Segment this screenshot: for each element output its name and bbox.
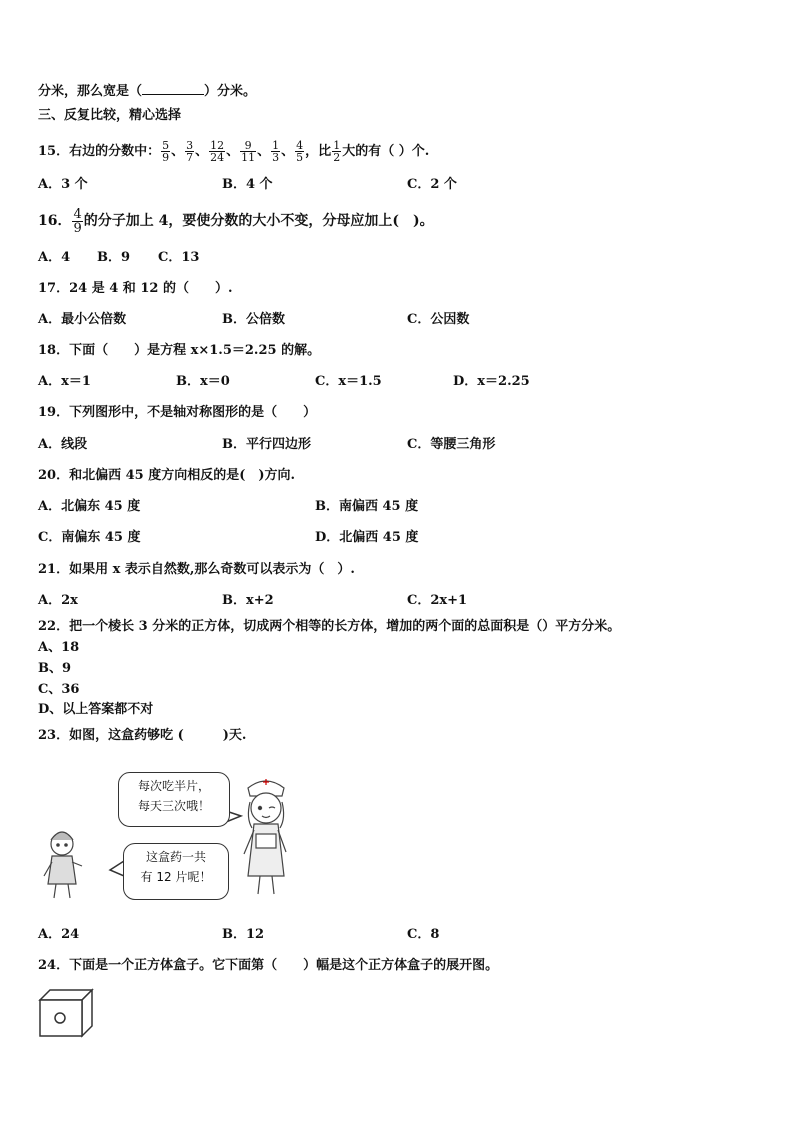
q22-option-b[interactable]: B、9 bbox=[38, 661, 72, 676]
q20-option-d[interactable]: D．北偏西 45 度 bbox=[315, 530, 419, 545]
q17-option-a[interactable]: A．最小公倍数 bbox=[38, 312, 127, 327]
speech-bubble-nurse: 每次吃半片， 每天三次哦！ bbox=[118, 772, 230, 827]
separator: 、 bbox=[171, 144, 185, 159]
separator: 、 bbox=[195, 144, 209, 159]
q20-option-c[interactable]: C．南偏东 45 度 bbox=[38, 530, 141, 545]
q22-option-c[interactable]: C、36 bbox=[38, 682, 80, 697]
question-18: 18．下面（ ）是方程 x×1.5＝2.25 的解。 bbox=[38, 343, 321, 358]
q23-option-a[interactable]: A．24 bbox=[38, 927, 80, 942]
fraction-5-9: $\frac{5}{9}$ bbox=[162, 139, 170, 164]
question-23: 23．如图，这盒药够吃 ( )天. bbox=[38, 728, 247, 743]
q14-tail: 分米，那么宽是（ ）分米。 bbox=[38, 84, 257, 99]
separator: 、 bbox=[281, 144, 295, 159]
separator: 、 bbox=[257, 144, 271, 159]
question-19: 19．下列图形中，不是轴对称图形的是（ ） bbox=[38, 405, 317, 420]
girl-figure-icon bbox=[44, 832, 82, 898]
q18-option-a[interactable]: A．x＝1 bbox=[38, 374, 91, 389]
q17-option-b[interactable]: B．公倍数 bbox=[222, 312, 285, 327]
q20-option-b[interactable]: B．南偏西 45 度 bbox=[315, 499, 419, 514]
cube-box-icon bbox=[38, 988, 94, 1038]
fraction-9-11: $\frac{9}{11}$ bbox=[241, 139, 256, 164]
question-24: 24．下面是一个正方体盒子。它下面第（ ）幅是这个正方体盒子的展开图。 bbox=[38, 958, 499, 973]
q22-option-a[interactable]: A、18 bbox=[38, 640, 80, 655]
q17-option-c[interactable]: C．公因数 bbox=[407, 312, 470, 327]
q15-fractions bbox=[160, 139, 305, 164]
q23-option-b[interactable]: B．12 bbox=[222, 927, 265, 942]
fraction-3-7: $\frac{3}{7}$ bbox=[186, 139, 194, 164]
separator: 、 bbox=[226, 144, 240, 159]
nurse-figure-icon bbox=[244, 779, 286, 894]
q19-option-b[interactable]: B．平行四边形 bbox=[222, 437, 311, 452]
q21-option-b[interactable]: B．x+2 bbox=[222, 593, 274, 608]
speech-bubble-girl: 这盒药一共 有 12 片呢！ bbox=[123, 843, 229, 900]
question-22: 22．把一个棱长 3 分米的正方体，切成两个相等的长方体，增加的两个面的总面积是（）平方分米。 bbox=[38, 619, 621, 634]
q19-option-c[interactable]: C．等腰三角形 bbox=[407, 437, 496, 452]
question-17: 17．24 是 4 和 12 的（ ）. bbox=[38, 281, 233, 296]
section-title: 三、反复比较，精心选择 bbox=[38, 108, 182, 123]
q15-option-b[interactable]: B．4 个 bbox=[222, 177, 273, 192]
q16-option-b[interactable]: B．9 bbox=[97, 250, 131, 265]
q18-option-c[interactable]: C．x＝1.5 bbox=[315, 374, 382, 389]
question-16: 16． $\frac{4}{9}$ 的分子加上 4，要使分数的大小不变，分母应加上( )。 bbox=[38, 206, 434, 236]
answer-blank[interactable] bbox=[142, 82, 204, 95]
q19-option-a[interactable]: A．线段 bbox=[38, 437, 88, 452]
question-15: 15．右边的分数中： $\frac{5}{9}$ 、 $\frac{3}{7}$ 、 $\frac{12}{24}$ 、 $\frac{9}{11}$ 、 $\frac{1}{3}$ 、 $\frac{4}{5}$ ，比 $\frac{1}{2}$ 大的有（ ）个. bbox=[38, 139, 430, 164]
q22-option-d[interactable]: D、以上答案都不对 bbox=[38, 702, 154, 717]
question-20: 20．和北偏西 45 度方向相反的是( )方向. bbox=[38, 468, 296, 483]
q15-option-a[interactable]: A．3 个 bbox=[38, 177, 88, 192]
q18-option-b[interactable]: B．x＝0 bbox=[176, 374, 230, 389]
fraction-12-24: $\frac{12}{24}$ bbox=[210, 139, 225, 164]
q20-option-a[interactable]: A．北偏东 45 度 bbox=[38, 499, 141, 514]
question-21: 21．如果用 x 表示自然数,那么奇数可以表示为（ ）. bbox=[38, 562, 355, 577]
q23-option-c[interactable]: C．8 bbox=[407, 927, 440, 942]
fraction-4-9: $\frac{4}{9}$ bbox=[73, 206, 82, 236]
q21-option-c[interactable]: C．2x+1 bbox=[407, 593, 468, 608]
q15-option-c[interactable]: C．2 个 bbox=[407, 177, 457, 192]
q16-option-c[interactable]: C．13 bbox=[158, 250, 200, 265]
q16-option-a[interactable]: A．4 bbox=[38, 250, 71, 265]
q18-option-d[interactable]: D．x＝2.25 bbox=[453, 374, 530, 389]
fraction-4-5: $\frac{4}{5}$ bbox=[296, 139, 304, 164]
q21-option-a[interactable]: A．2x bbox=[38, 593, 78, 608]
fraction-half: $\frac{1}{2}$ bbox=[333, 139, 341, 164]
fraction-1-3: $\frac{1}{3}$ bbox=[272, 139, 280, 164]
